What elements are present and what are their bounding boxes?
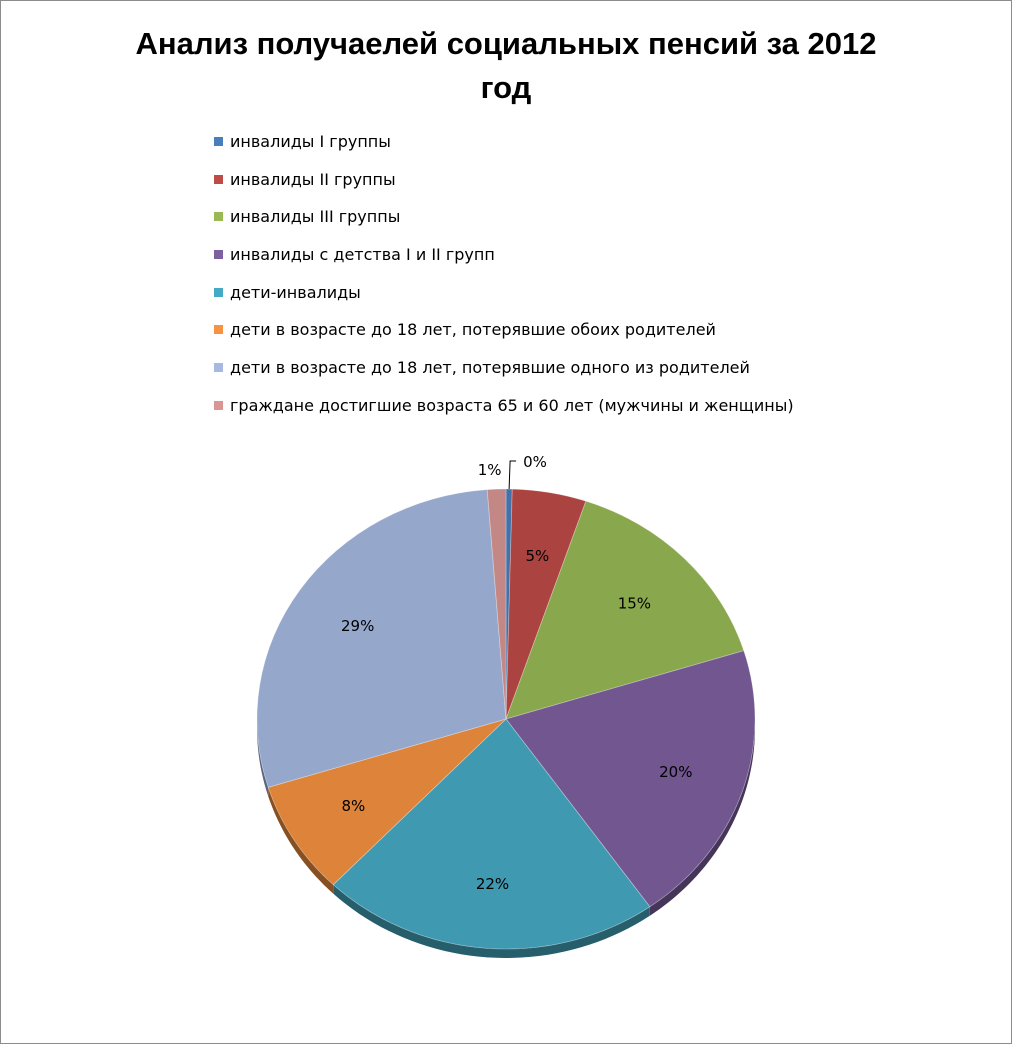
data-label: 15%: [617, 594, 652, 613]
legend-label: инвалиды II группы: [230, 169, 396, 189]
data-label: 5%: [525, 547, 550, 565]
legend-label: граждане достигшие возраста 65 и 60 лет (мужчины и женщины): [230, 395, 794, 415]
leader-line: [509, 461, 516, 489]
data-label: 1%: [477, 461, 502, 480]
legend-label: дети в возрасте до 18 лет, потерявшие обоих родителей: [230, 320, 716, 340]
data-label: 22%: [475, 875, 510, 894]
legend-label: инвалиды с детства I и II групп: [230, 245, 495, 265]
chart-title-line-2: год: [480, 70, 532, 105]
data-label: 0%: [523, 453, 547, 471]
legend-label: инвалиды III группы: [230, 207, 401, 227]
legend-label: дети в возрасте до 18 лет, потерявшие одного из родителей: [230, 358, 750, 378]
data-label: 20%: [659, 763, 693, 782]
legend-label: дети-инвалиды: [230, 282, 361, 302]
data-label: 29%: [341, 616, 375, 635]
chart-title-line-1: Анализ получаелей социальных пенсий за 2012: [135, 26, 877, 61]
data-label: 8%: [341, 797, 366, 815]
legend-label: инвалиды I группы: [230, 132, 391, 151]
